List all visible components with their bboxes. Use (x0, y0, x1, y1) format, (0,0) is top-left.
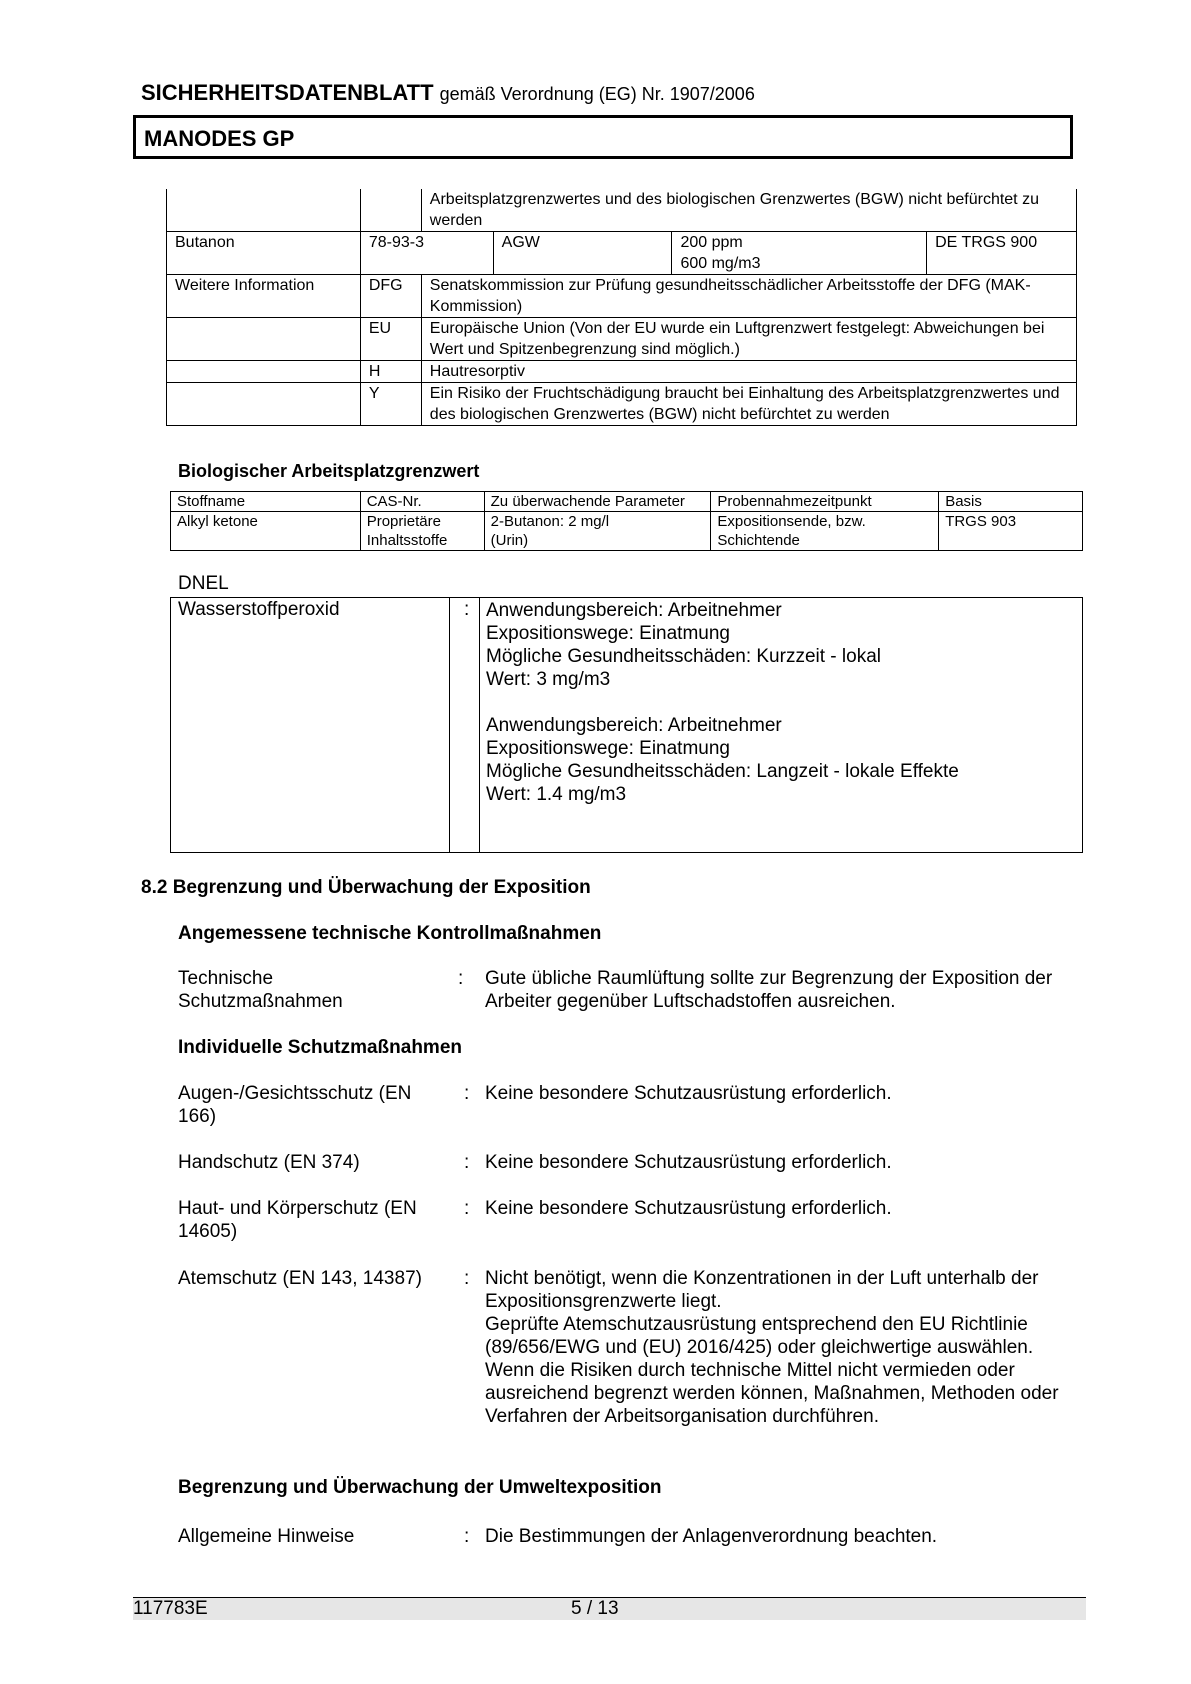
dnel-route: Expositionswege: Einatmung (486, 738, 730, 759)
limit-value-ppm: 200 ppm (680, 234, 743, 251)
title-main: SICHERHEITSDATENBLATT (141, 80, 434, 105)
dnel-value: Wert: 1.4 mg/m3 (486, 784, 627, 805)
bio-cas-line: Proprietäre (366, 513, 441, 530)
eye-value: Keine besondere Schutzausrüstung erforderlich. (485, 1083, 892, 1104)
colon: : (464, 1083, 470, 1104)
dnel-entries (486, 599, 959, 806)
table-row (167, 189, 1077, 232)
info-text: Europäische Union (Von der EU wurde ein Luftgrenzwert festgelegt: Abweichungen bei Wert und Spitzenbegrenzung sind möglich.) (421, 318, 1076, 361)
cas-number: 78-93-3 (360, 232, 493, 275)
info-label: Weitere Information (167, 275, 361, 318)
divider (479, 598, 480, 852)
skin-value: Keine besondere Schutzausrüstung erforderlich. (485, 1198, 892, 1219)
table-row (171, 512, 1083, 551)
bio-time (711, 512, 939, 551)
dnel-route: Expositionswege: Einatmung (486, 623, 730, 644)
table-row (167, 383, 1077, 426)
dnel-effect: Mögliche Gesundheitsschäden: Kurzzeit - lokal (486, 646, 881, 667)
col-header: Basis (939, 492, 1083, 512)
cont-text: Arbeitsplatzgrenzwertes und des biologischen Grenzwertes (BGW) nicht befürchtet zu werden (421, 189, 1076, 232)
resp-label: Atemschutz (EN 143, 14387) (178, 1268, 422, 1289)
document-title (141, 80, 755, 106)
tech-label-line: Technische (178, 968, 274, 989)
bio-parameter (484, 512, 711, 551)
bio-time-line: Schichtende (717, 532, 800, 549)
info-code: EU (360, 318, 421, 361)
tech-label (178, 967, 343, 1013)
dnel-box (170, 597, 1083, 853)
colon: : (458, 968, 464, 989)
table-header-row (171, 492, 1083, 512)
bio-heading: Biologischer Arbeitsplatzgrenzwert (178, 461, 480, 481)
info-text: Hautresorptiv (421, 361, 1076, 383)
bio-cas-line: Inhaltsstoffe (366, 532, 448, 549)
dnel-area: Anwendungsbereich: Arbeitnehmer (486, 715, 782, 736)
colon: : (464, 1152, 470, 1173)
dnel-value: Wert: 3 mg/m3 (486, 669, 611, 690)
divider (449, 598, 450, 852)
subsection-heading: Individuelle Schutzmaßnahmen (178, 1037, 462, 1058)
colon: : (464, 1198, 470, 1219)
resp-value-para: Geprüfte Atemschutzausrüstung entsprechend den EU Richtlinie (89/656/EWG und (EU) 2016/425) oder gleichwertige auswählen. Wenn die Risiken durch technische Mittel nicht vermieden oder ausreichend begrenzt werden können, Maßnahmen, Methoden oder Verfahren der Arbeitsorganisation durchführen. (485, 1314, 1059, 1427)
subsection-heading: Begrenzung und Überwachung der Umweltexposition (178, 1477, 662, 1498)
bio-time-line: Expositionsende, bzw. (717, 513, 866, 530)
general-label: Allgemeine Hinweise (178, 1526, 355, 1547)
colon: : (464, 1268, 470, 1289)
bio-basis: TRGS 903 (939, 512, 1083, 551)
eye-label: Augen-/Gesichtsschutz (EN 166) (178, 1083, 412, 1127)
subsection-heading: Angemessene technische Kontrollmaßnahmen (178, 923, 602, 944)
limit-basis: DE TRGS 900 (927, 232, 1077, 275)
col-header: CAS-Nr. (360, 492, 484, 512)
bio-param-line: 2-Butanon: 2 mg/l (490, 513, 610, 530)
tech-label-line: Schutzmaßnahmen (178, 991, 343, 1012)
skin-label: Haut- und Körperschutz (EN 14605) (178, 1198, 417, 1242)
bio-substance: Alkyl ketone (171, 512, 361, 551)
info-code: DFG (360, 275, 421, 318)
info-text: Ein Risiko der Fruchtschädigung braucht bei Einhaltung des Arbeitsplatzgrenzwertes und des biologischen Grenzwertes (BGW) nicht befürchtet zu werden (421, 383, 1076, 426)
limits-table (166, 189, 1077, 426)
info-code: Y (360, 383, 421, 426)
section-title: 8.2 Begrenzung und Überwachung der Exposition (141, 877, 591, 898)
colon: : (464, 1526, 470, 1547)
footer-doc-id: 117783E (133, 1598, 208, 1619)
title-regulation: gemäß Verordnung (EG) Nr. 1907/2006 (439, 84, 755, 104)
bio-param-line: (Urin) (490, 532, 529, 549)
limit-value-mg: 600 mg/m3 (680, 255, 761, 272)
substance-name: Butanon (167, 232, 361, 275)
info-code: H (360, 361, 421, 383)
hand-value: Keine besondere Schutzausrüstung erforderlich. (485, 1152, 892, 1173)
table-row (167, 275, 1077, 318)
resp-value-para: Nicht benötigt, wenn die Konzentrationen in der Luft unterhalb der Expositionsgrenzwerte liegt. (485, 1268, 1039, 1312)
col-header: Stoffname (171, 492, 361, 512)
info-text: Senatskommission zur Prüfung gesundheitsschädlicher Arbeitsstoffe der DFG (MAK-Kommission) (421, 275, 1076, 318)
resp-value (485, 1267, 1085, 1428)
table-row (167, 361, 1077, 383)
dnel-area: Anwendungsbereich: Arbeitnehmer (486, 600, 782, 621)
table-row (167, 318, 1077, 361)
col-header: Zu überwachende Parameter (484, 492, 711, 512)
footer-page-number: 5 / 13 (571, 1598, 619, 1619)
limit-type: AGW (493, 232, 672, 275)
bio-cas (360, 512, 484, 551)
product-name: MANODES GP (144, 126, 295, 151)
general-value: Die Bestimmungen der Anlagenverordnung beachten. (485, 1526, 938, 1547)
col-header: Probennahmezeitpunkt (711, 492, 939, 512)
table-row (167, 232, 1077, 275)
bio-table (170, 491, 1083, 551)
dnel-effect: Mögliche Gesundheitsschäden: Langzeit - lokale Effekte (486, 761, 959, 782)
hand-label: Handschutz (EN 374) (178, 1152, 360, 1173)
dnel-label: DNEL (178, 573, 229, 594)
product-box (133, 115, 1073, 159)
dnel-colon: : (464, 599, 470, 620)
limit-value (672, 232, 927, 275)
dnel-substance: Wasserstoffperoxid (178, 599, 340, 620)
tech-value: Gute übliche Raumlüftung sollte zur Begrenzung der Exposition der Arbeiter gegenüber Luftschadstoffen ausreichen. (485, 968, 1053, 1012)
